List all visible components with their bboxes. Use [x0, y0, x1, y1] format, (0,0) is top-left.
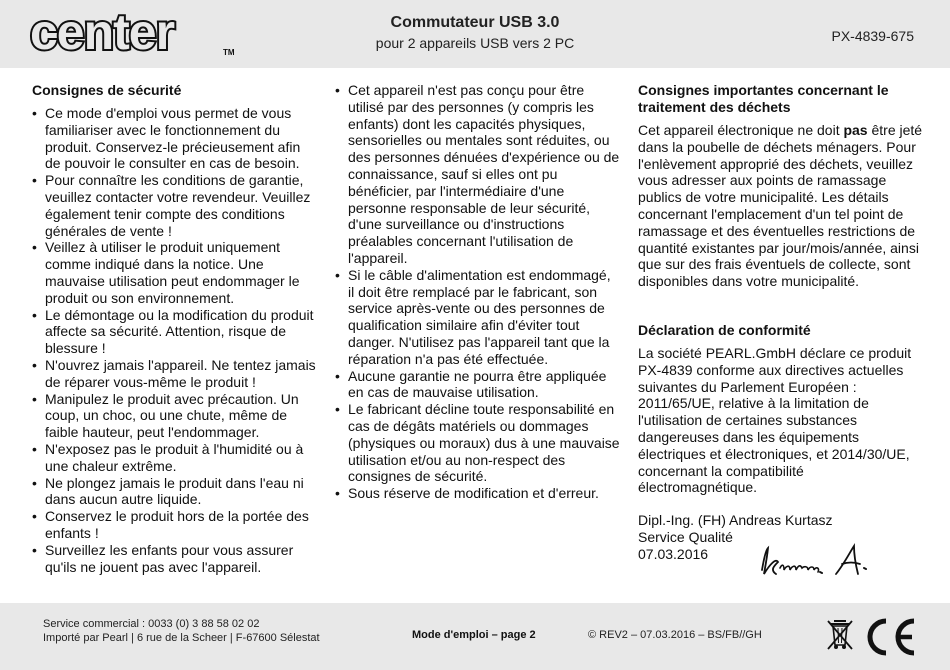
conformity-heading: Déclaration de conformité [638, 321, 811, 338]
document-subtitle: pour 2 appareils USB vers 2 PC [375, 35, 575, 51]
list-item: • Veillez à utiliser le produit uniquement comme indiqué dans la notice. Une mauvaise utilisation peut endommager le produit ou son environnement. [32, 239, 317, 306]
waste-heading: Consignes importantes concernant le traitement des déchets [638, 82, 889, 115]
list-item: • Ce mode d'emploi vous permet de vous familiariser avec le fonctionnement du produit. Conservez-le précieusement afin de pouvoir le consulter en cas de besoin. [32, 105, 317, 172]
list-item: • Aucune garantie ne pourra être appliquée en cas de mauvaise utilisation. [335, 368, 620, 402]
column-right [638, 82, 923, 563]
product-code: PX-4839-675 [831, 28, 914, 44]
list-item: • Sous réserve de modification et d'erreur. [335, 485, 620, 502]
signature-image [754, 540, 914, 585]
document-title: Commutateur USB 3.0 [390, 14, 560, 31]
list-item: • Manipulez le produit avec précaution. Un coup, un choc, ou une chute, même de faible hauteur, peut l'endommager. [32, 391, 317, 441]
column-left [32, 82, 317, 575]
safety-list-2 [335, 82, 620, 502]
list-item: • Pour connaître les conditions de garantie, veuillez contacter votre revendeur. Veuillez également tenir compte des conditions générales de vente ! [32, 172, 317, 239]
conformity-text: La société PEARL.GmbH déclare ce produit PX-4839 conforme aux directives actuelles suivantes du Parlement Européen : 2011/65/UE, relative à la limitation de l'utilisation de certaines substances dangereuses dans les équipements électriques et électroniques, et 2014/30/UE, concernant la compatibilité électromagnétique. [638, 344, 912, 496]
list-item: • Le démontage ou la modification du produit affecte sa sécurité. Attention, risque de blessure ! [32, 307, 317, 357]
list-item: • N'ouvrez jamais l'appareil. Ne tentez jamais de réparer vous-même le produit ! [32, 357, 317, 391]
center-logo [30, 4, 235, 62]
signature-date: 07.03.2016 [638, 545, 709, 562]
list-item: • Ne plongez jamais le produit dans l'eau ni dans aucun autre liquide. [32, 475, 317, 509]
column-middle [335, 82, 620, 502]
emphasis-text: pas [843, 122, 868, 138]
service-line: Service commercial : 0033 (0) 3 88 58 02 02 [43, 618, 260, 630]
page-label: Mode d'emploi – page 2 [412, 629, 536, 641]
revision-label: © REV2 – 07.03.2016 – BS/FB//GH [588, 629, 762, 641]
safety-list-1 [32, 105, 317, 575]
signer-name: Dipl.-Ing. (FH) Andreas Kurtasz [638, 512, 833, 529]
list-item: • N'exposez pas le produit à l'humidité ou à une chaleur extrême. [32, 441, 317, 475]
signer-department: Service Qualité [638, 528, 733, 545]
list-item: • Cet appareil n'est pas conçu pour être utilisé par des personnes (y compris les enfants) dont les capacités physiques, sensorielles ou mentales sont réduites, ou des personnes dénuées d'expérience ou de connaissance, sauf si elles ont pu bénéficier, par l'intermédiaire d'une personne responsable de leur sécurité, d'une surveillance ou d'instructions préalables concernant l'utilisation de l'appareil. [335, 82, 620, 267]
safety-heading: Consignes de sécurité [32, 82, 182, 98]
import-line: Importé par Pearl | 6 rue de la Scheer | F-67600 Sélestat [43, 632, 320, 644]
list-item: • Surveillez les enfants pour vous assurer qu'ils ne jouent pas avec l'appareil. [32, 542, 317, 576]
ce-mark-icon [862, 617, 918, 657]
crossed-out-wheelie-bin-icon [826, 617, 854, 653]
waste-text: Cet appareil électronique ne doit pas être jeté dans la poubelle de déchets ménagers. Pour l'enlèvement approprié des déchets, veuillez vous adresser aux points de ramassage publics de votre municipalité. Les détails concernant l'emplacement d'un tel point de ramassage et des éventuelles restrictions de quantité existantes par jour/mois/année, ainsi que sur des frais éventuels de collecte, sont disponibles dans votre municipalité. [638, 122, 923, 290]
page-footer [0, 603, 950, 670]
page-header [0, 0, 950, 68]
logo-text: center [30, 4, 175, 60]
footer-contact [43, 617, 320, 645]
list-item: • Si le câble d'alimentation est endommagé, il doit être remplacé par le fabricant, son service après-vente ou des personnes de qualification similaire afin d'éviter tout danger. N'utilisez pas l'appareil tant que la réparation n'a pas été effectuée. [335, 267, 620, 368]
list-item: • Le fabricant décline toute responsabilité en cas de dégâts matériels ou dommages (physiques ou moraux) dus à une mauvaise utilisation et/ou au non-respect des consignes de sécurité. [335, 401, 620, 485]
list-item: • Conservez le produit hors de la portée des enfants ! [32, 508, 317, 542]
logo-trademark: TM [223, 48, 235, 57]
